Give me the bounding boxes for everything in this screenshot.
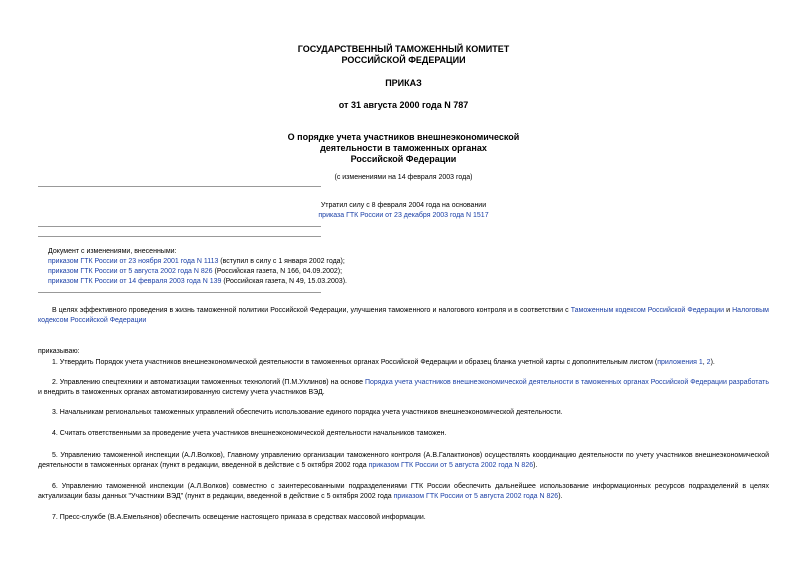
divider xyxy=(38,226,321,227)
divider xyxy=(38,236,321,237)
amendment-link[interactable]: приказом ГТК России от 14 февраля 2003 года N 139 xyxy=(48,278,222,285)
amendment-link[interactable]: приказом ГТК России от 23 ноября 2001 года N 1113 xyxy=(48,258,219,265)
order-826-link[interactable]: приказом ГТК России от 5 августа 2002 года N 826 xyxy=(393,493,559,500)
document-type: ПРИКАЗ xyxy=(385,78,422,88)
preamble-and: и xyxy=(724,307,733,314)
document-title-line-2: деятельности в таможенных органах xyxy=(320,143,487,153)
amendment-note-text: (Российская газета, N 49, 15.03.2003). xyxy=(221,278,347,285)
item-4-paragraph: 4. Считать ответственными за проведение учета участников внешнеэкономической деятельности начальников таможен. xyxy=(52,430,447,437)
item-2-text: 2. Управлению спецтехники и автоматизации таможенных технологий (П.М.Ухлинов) на основе xyxy=(52,379,365,386)
item-6-paragraph xyxy=(38,482,769,502)
document-date: от 31 августа 2000 года N 787 xyxy=(338,100,469,110)
item-3-paragraph: 3. Начальникам региональных таможенных управлений обеспечить использование единого порядка учета участников внешнеэкономической деятельности. xyxy=(52,409,563,416)
item-1-separator: , xyxy=(702,359,707,366)
item-6-end: ). xyxy=(558,493,563,500)
procedure-link[interactable]: Порядка учета участников внешнеэкономической деятельности в таможенных органах Российской Федерации разработать xyxy=(364,379,770,386)
issuer-line-1: ГОСУДАРСТВЕННЫЙ ТАМОЖЕННЫЙ КОМИТЕТ xyxy=(297,44,510,54)
amendment-note: (с изменениями на 14 февраля 2003 года) xyxy=(334,174,473,181)
item-6-text: 6. Управлению таможенной инспекции (А.Л.Волков) совместно с заинтересованными подразделениями ГТК России обеспечить дальнейшее использование информационных ресурсов подразделений в целях актуализации базы данных "Участники ВЭД" (пункт в редакции, введенной в действие с 5 октября 2002 года xyxy=(38,483,769,500)
validity-text: Утратил силу с 8 февраля 2004 года на основании xyxy=(320,202,487,209)
amendment-link[interactable]: приказом ГТК России от 5 августа 2002 года N 826 xyxy=(48,268,213,275)
item-5-paragraph xyxy=(38,451,769,471)
item-2-end: и внедрить в таможенных органах автоматизированную систему учета участников ВЭД. xyxy=(38,389,325,396)
tax-code-link[interactable]: Налоговым кодексом Российской Федерации xyxy=(38,307,769,324)
preamble-paragraph xyxy=(38,306,769,326)
validity-link[interactable]: приказа ГТК России от 23 декабря 2003 года N 1517 xyxy=(318,212,489,219)
divider xyxy=(38,186,321,187)
amendment-note-text: (Российская газета, N 166, 04.09.2002); xyxy=(212,268,343,275)
divider xyxy=(38,292,321,293)
appendix-1-link[interactable]: приложения 1 xyxy=(657,359,703,366)
item-2-paragraph xyxy=(38,378,769,398)
order-826-link[interactable]: приказом ГТК России от 5 августа 2002 года N 826 xyxy=(368,462,534,469)
amendment-item xyxy=(48,257,345,267)
item-1-end: ). xyxy=(710,359,715,366)
document-title-line-3: Российской Федерации xyxy=(350,154,457,164)
item-5-text: 5. Управлению таможенной инспекции (А.Л.Волков), Главному управлению организации таможенного контроля (А.В.Галактионов) осуществлять координацию деятельности по учету участников внешнеэкономической деятельности в таможенных органах (пункт в редакции, введенной в действие с 5 октября 2002 года xyxy=(38,452,769,469)
item-7-paragraph: 7. Пресс-службе (В.А.Емельянов) обеспечить освещение настоящего приказа в средствах массовой информации. xyxy=(52,514,426,521)
amendment-item xyxy=(48,277,347,287)
amendments-intro: Документ с изменениями, внесенными: xyxy=(48,248,177,255)
item-5-end: ). xyxy=(533,462,538,469)
customs-code-link[interactable]: Таможенным кодексом Российской Федерации xyxy=(570,307,725,314)
validity-link-row xyxy=(0,211,807,221)
preamble-text: В целях эффективного проведения в жизнь таможенной политики Российской Федерации, улучшения таможенного и налогового контроля и в соответствии с xyxy=(52,307,571,314)
document-title-line-1: О порядке учета участников внешнеэкономической xyxy=(287,132,520,142)
issuer-line-2: РОССИЙСКОЙ ФЕДЕРАЦИИ xyxy=(341,55,466,65)
appendix-2-link[interactable]: 2 xyxy=(706,359,711,366)
amendment-item xyxy=(48,267,342,277)
item-1-text: 1. Утвердить Порядок учета участников внешнеэкономической деятельности в таможенных органах Российской Федерации и образец бланка учетной карты с дополнительным листом ( xyxy=(52,359,658,366)
amendment-note-text: (вступил в силу с 1 января 2002 года); xyxy=(218,258,345,265)
item-1-paragraph xyxy=(38,358,769,368)
order-verb: приказываю: xyxy=(38,348,80,355)
